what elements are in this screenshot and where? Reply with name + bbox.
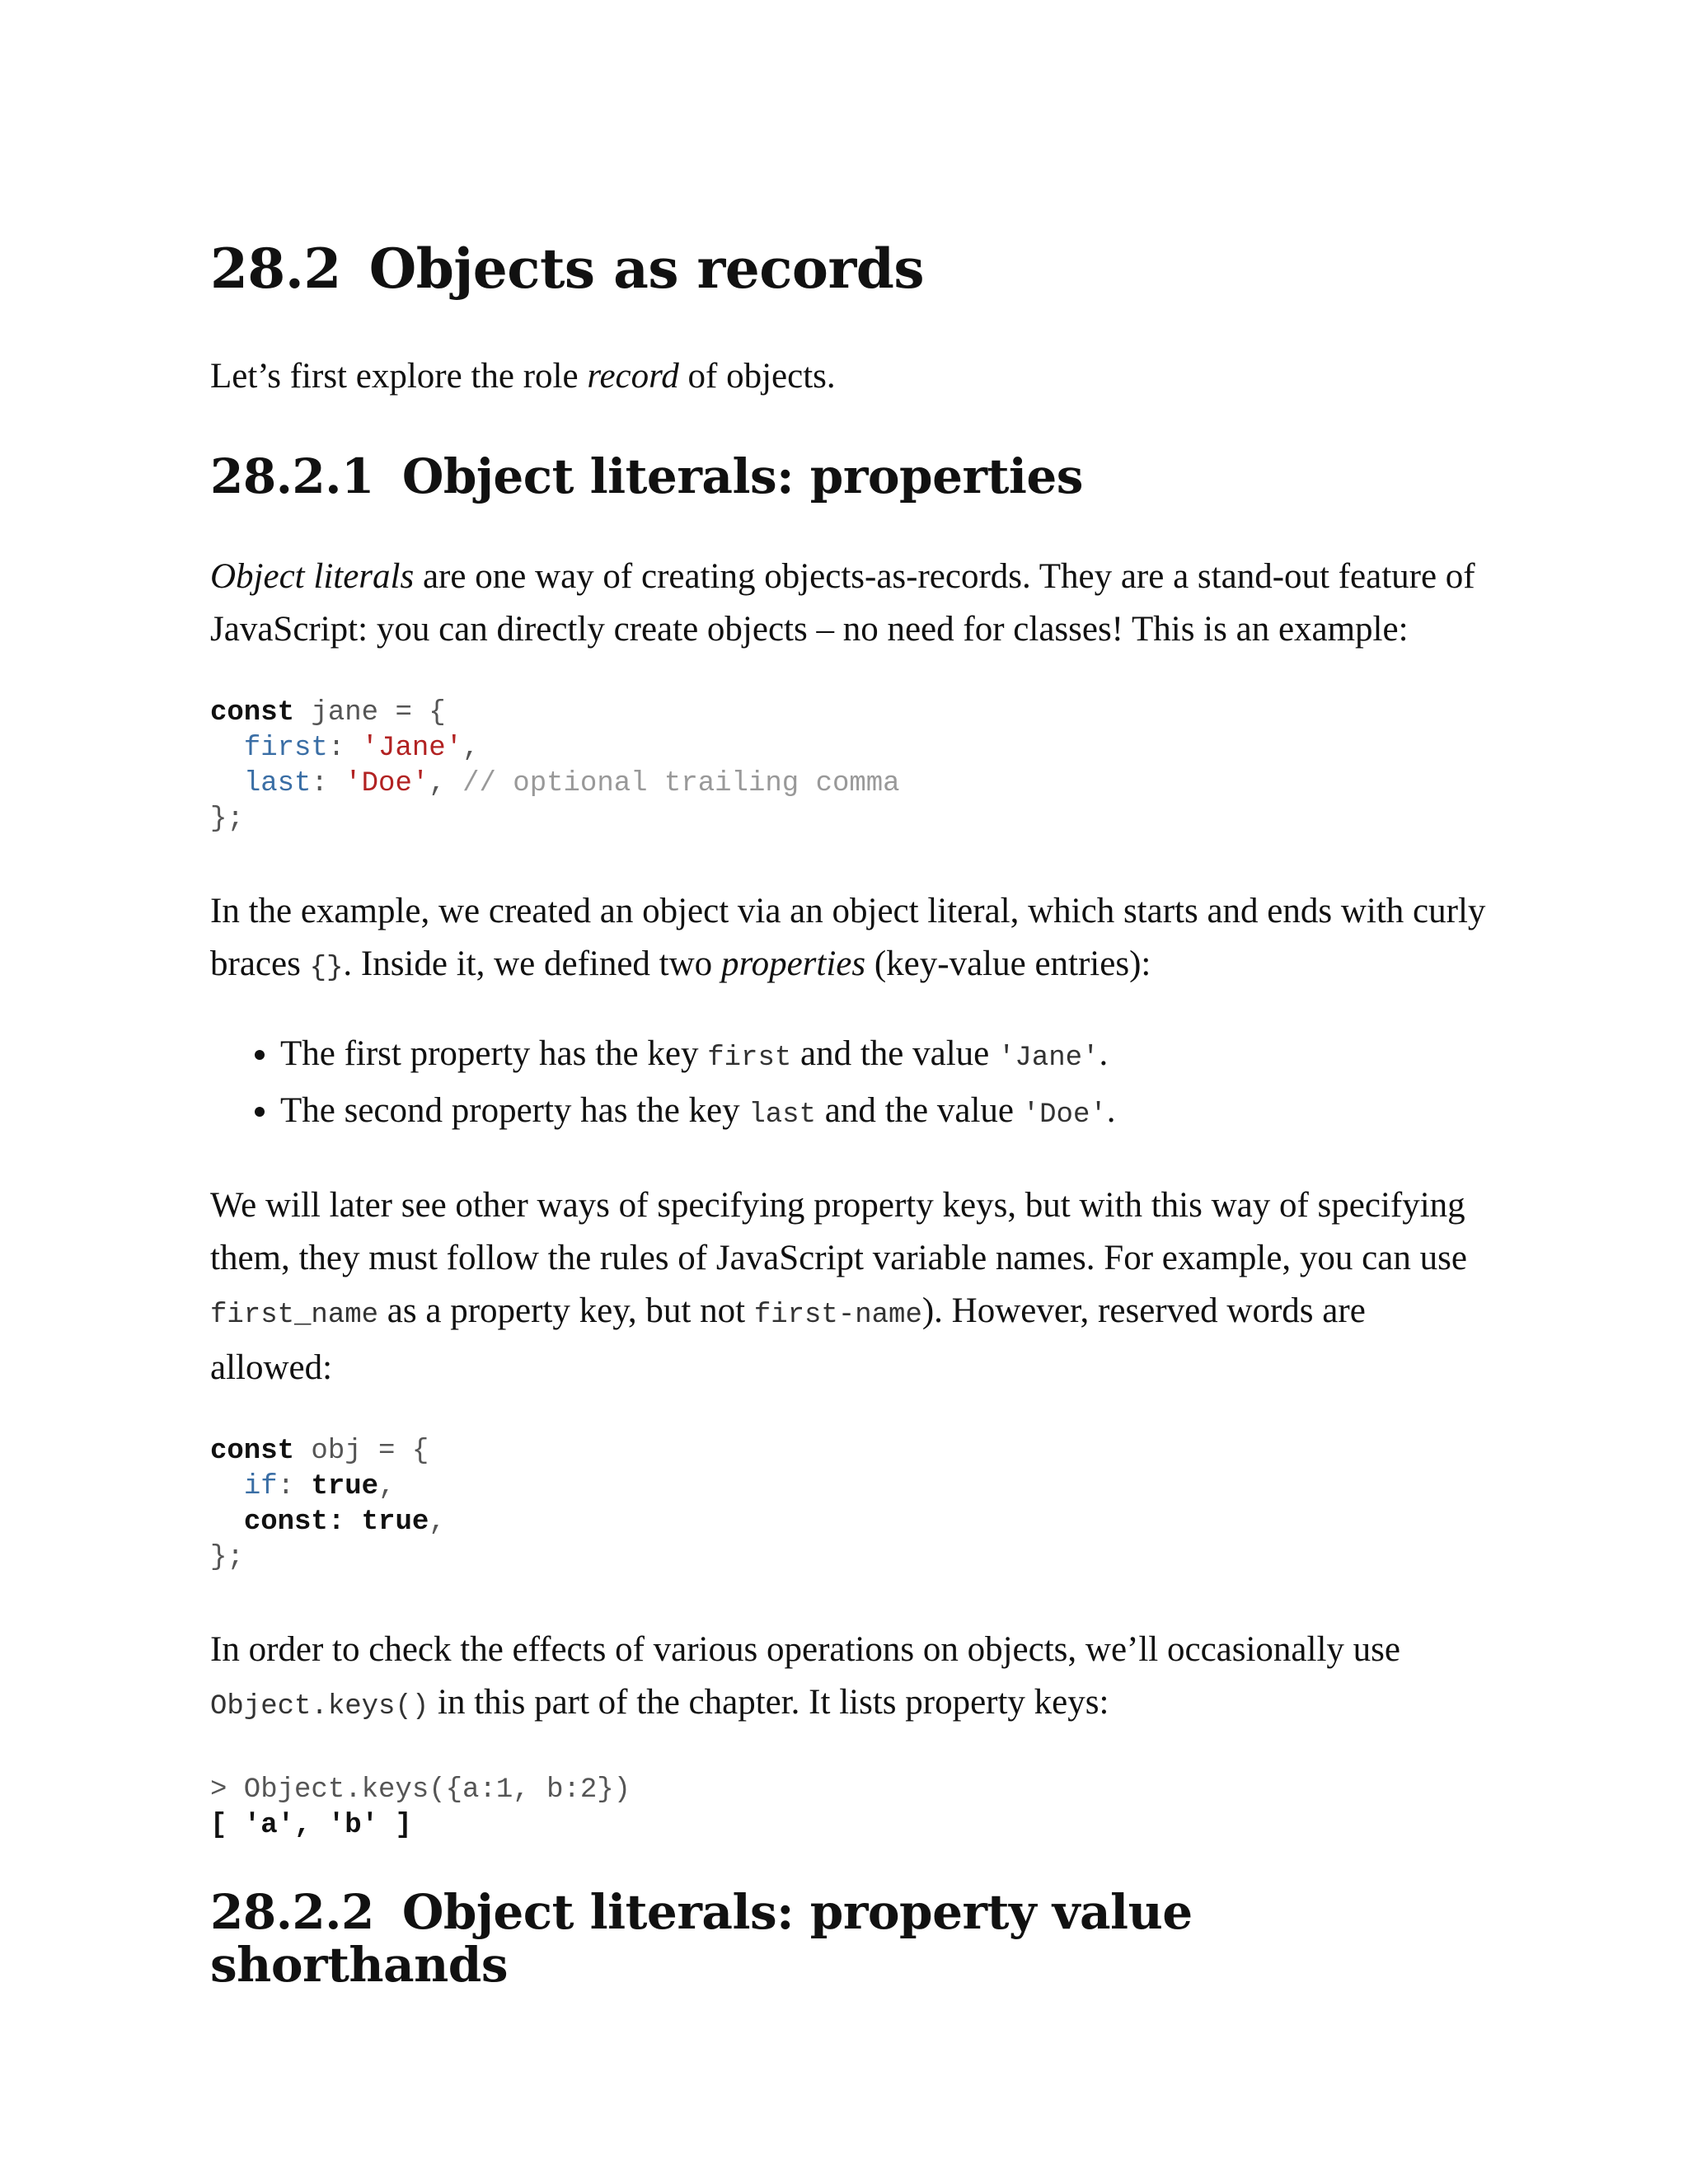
code-block-jane — [210, 696, 1496, 837]
code-property: if — [243, 1471, 278, 1503]
code-text: : — [327, 733, 362, 765]
code-keyword: const — [210, 697, 295, 729]
paragraph-text: We will later see other ways of specifying property keys, but with this way of specifying them, they must follow the rules of JavaScript variable names. For example, you can use — [210, 1186, 1467, 1278]
code-string: 'Jane' — [361, 733, 463, 765]
paragraph-text: in this part of the chapter. It lists property keys: — [429, 1683, 1109, 1722]
paragraph-example-explanation — [210, 885, 1496, 995]
inline-code: 'Doe' — [1022, 1099, 1107, 1132]
inline-code: 'Jane' — [998, 1043, 1100, 1075]
paragraph-text: are one way of creating objects-as-records. They are a stand-out feature of JavaScript: you can directly create objects – no need for classes! This is an example: — [210, 557, 1475, 649]
section-title: Objects as records — [368, 237, 925, 301]
intro-paragraph — [210, 350, 1496, 403]
code-text: , — [462, 733, 480, 765]
repl-input: > Object.keys({a:1, b:2}) — [210, 1774, 631, 1807]
code-text: , — [429, 768, 463, 800]
subsection-title: Object literals: properties — [401, 448, 1083, 504]
intro-emphasis: record — [587, 356, 679, 396]
paragraph-text: . Inside it, we defined two — [343, 944, 721, 984]
list-item — [280, 1028, 1496, 1085]
code-block-obj — [210, 1434, 1496, 1576]
subsection-number: 28.2.1 — [210, 448, 374, 504]
paragraph-text: ). However, reserved words are allowed: — [210, 1291, 1366, 1388]
code-text: obj = { — [294, 1436, 429, 1468]
list-text: and the value — [816, 1091, 1023, 1131]
code-text: , — [429, 1507, 446, 1539]
code-text: : — [327, 1507, 362, 1539]
paragraph-property-keys — [210, 1179, 1496, 1394]
subsection-number: 28.2.2 — [210, 1884, 374, 1941]
term-properties: properties — [720, 944, 866, 984]
code-text: , — [378, 1471, 396, 1503]
term-object-literals: Object literals — [210, 557, 415, 597]
inline-code: {} — [309, 953, 344, 985]
inline-code: first — [707, 1043, 792, 1075]
code-text: }; — [210, 1542, 244, 1574]
subsection-heading-2 — [210, 1886, 1496, 1992]
list-text: . — [1099, 1034, 1109, 1074]
list-item — [280, 1085, 1496, 1141]
code-string: 'Doe' — [345, 768, 429, 800]
code-property: first — [243, 733, 328, 765]
list-text: . — [1106, 1091, 1116, 1131]
intro-text-end: of objects. — [678, 356, 836, 396]
code-text: : — [277, 1471, 312, 1503]
code-text: : — [311, 768, 345, 800]
paragraph-text: In order to check the effects of various operations on objects, we’ll occasionally use — [210, 1630, 1400, 1670]
inline-code: first_name — [210, 1300, 379, 1332]
intro-text: Let’s first explore the role — [210, 356, 588, 396]
list-text: The second property has the key — [280, 1091, 749, 1131]
list-text: and the value — [791, 1034, 999, 1074]
inline-code: first-name — [753, 1300, 922, 1332]
paragraph-object-literals — [210, 551, 1496, 656]
inline-code: last — [748, 1099, 816, 1132]
code-comment: // optional trailing comma — [462, 768, 900, 800]
page-content — [210, 239, 1496, 1992]
section-heading — [210, 239, 1496, 299]
code-keyword: const — [243, 1507, 328, 1539]
code-keyword: true — [311, 1471, 379, 1503]
list-text: The first property has the key — [280, 1034, 708, 1074]
code-block-repl — [210, 1773, 1496, 1844]
subsection-title: Object literals: property value shorthands — [210, 1884, 1193, 1994]
property-list — [210, 1028, 1496, 1141]
repl-output: [ 'a', 'b' ] — [210, 1810, 412, 1842]
paragraph-text: (key-value entries): — [865, 944, 1151, 984]
code-text: }; — [210, 804, 244, 836]
code-text: jane = { — [294, 697, 446, 729]
code-keyword: true — [361, 1507, 429, 1539]
paragraph-object-keys — [210, 1624, 1496, 1733]
subsection-heading-1 — [210, 448, 1496, 504]
paragraph-text: as a property key, but not — [378, 1291, 754, 1331]
code-keyword: const — [210, 1436, 295, 1468]
code-property: last — [243, 768, 312, 800]
section-number: 28.2 — [210, 237, 341, 301]
paragraph-text: In the example, we created an object via an object literal, which starts and ends with curly braces — [210, 892, 1486, 984]
inline-code: Object.keys() — [210, 1691, 429, 1723]
